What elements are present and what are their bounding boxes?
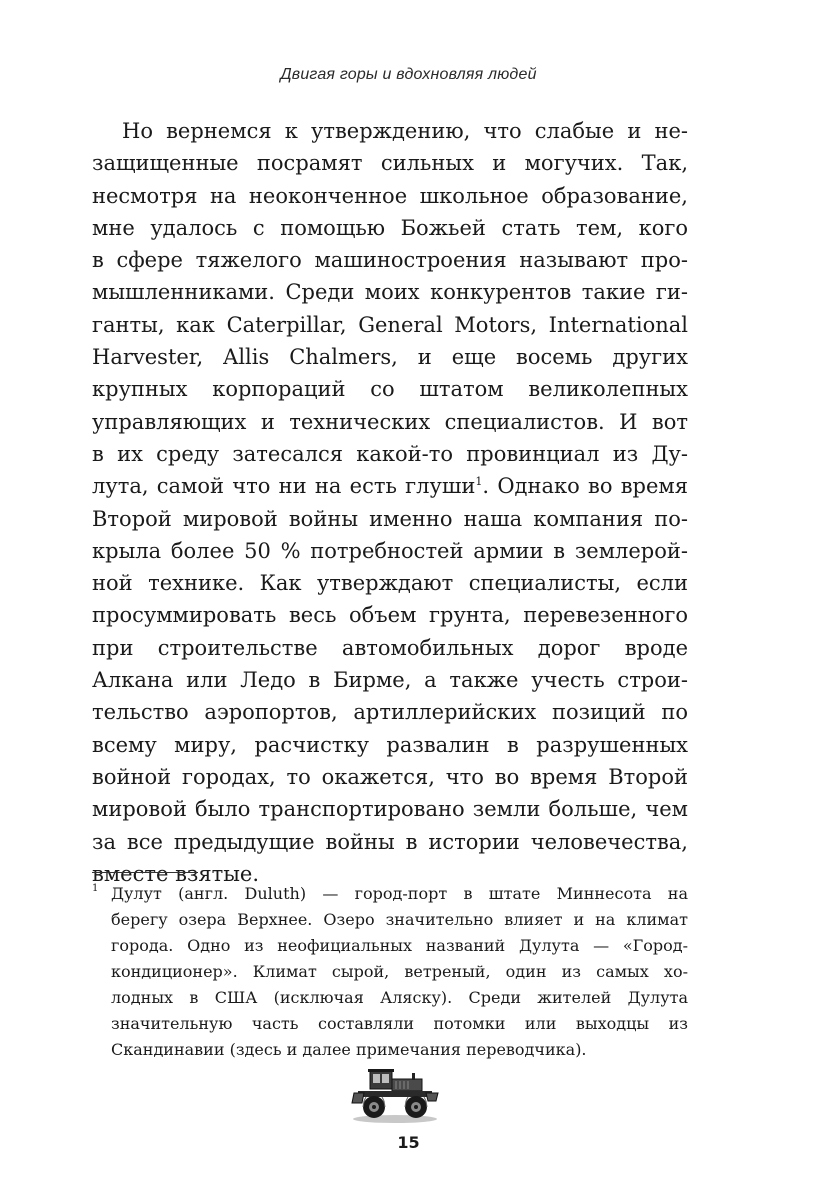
text-line: Но вернемся к утверждению, что слабые и не- — [122, 119, 688, 143]
text-line: ной технике. Как утверждают специалисты, если — [92, 571, 688, 596]
text-line: несмотря на неоконченное школьное образование, — [92, 183, 688, 208]
footnote-line: города. Одно из неофициальных названий Дулута — «Город- — [111, 936, 688, 955]
text-line: Harvester, Allis Chalmers, и еще восемь других — [92, 345, 688, 370]
text-line: при строительстве автомобильных дорог вроде — [92, 635, 688, 660]
text-segment: лута, самой что ни на есть глуши — [92, 474, 476, 499]
footnote-marker: 1 — [92, 883, 99, 894]
text-line: в их среду затесался какой-то провинциал из Ду- — [92, 441, 688, 466]
text-line: Алкана или Ледо в Бирме, а также учесть строи- — [92, 668, 688, 693]
text-line: всему миру, расчистку развалин в разрушенных — [92, 732, 688, 757]
text-line: мышленниками. Среди моих конкурентов такие ги- — [92, 280, 688, 305]
footnote-separator — [92, 872, 198, 873]
footnote-line: Скандинавии (здесь и далее примечания переводчика). — [111, 1040, 587, 1059]
text-line: управляющих и технических специалистов. И вот — [92, 409, 688, 434]
footnote-line: берегу озера Верхнее. Озеро значительно влияет и на климат — [111, 910, 688, 929]
text-segment: . Однако во время — [482, 474, 688, 499]
text-line: крыла более 50 % потребностей армии в землерой- — [92, 538, 688, 563]
footnote-line: значительную часть составляли потомки или выходцы из — [111, 1014, 688, 1033]
tractor-icon — [350, 1063, 440, 1125]
running-header: Двигая горы и вдохновляя людей — [280, 66, 537, 83]
footnote-line: кондиционер». Климат сырой, ветреный, один из самых хо- — [111, 962, 688, 981]
footnote-line: лодных в США (исключая Аляску). Среди жителей Дулута — [111, 988, 688, 1007]
text-line: мне удалось с помощью Божьей стать тем, кого — [92, 215, 688, 240]
page-number: 15 — [397, 1133, 420, 1152]
text-line-with-footnote — [92, 470, 688, 502]
footnote-line: Дулут (англ. Duluth) — город-порт в штате Миннесота на — [111, 884, 688, 903]
text-line: за все предыдущие войны в истории человечества, — [92, 829, 688, 854]
text-line: ганты, как Caterpillar, General Motors, International — [92, 312, 688, 337]
text-line: войной городах, то окажется, что во время Второй — [92, 764, 688, 789]
footnote — [92, 881, 688, 1063]
text-line: защищенные посрамят сильных и могучих. Так, — [92, 151, 688, 176]
footnote-body — [111, 881, 688, 1063]
text-line: в сфере тяжелого машиностроения называют про- — [92, 248, 688, 273]
text-line: крупных корпораций со штатом великолепных — [92, 377, 688, 402]
text-line: вместе взятые. — [92, 861, 260, 886]
text-line: Второй мировой войны именно наша компания по- — [92, 506, 688, 531]
footnote-reference[interactable]: 1 — [475, 475, 483, 489]
text-line: просуммировать весь объем грунта, перевезенного — [92, 603, 688, 628]
text-line: тельство аэропортов, артиллерийских позиций по — [92, 700, 688, 725]
main-text — [92, 115, 688, 890]
text-line: мировой было транспортировано земли больше, чем — [92, 797, 688, 822]
